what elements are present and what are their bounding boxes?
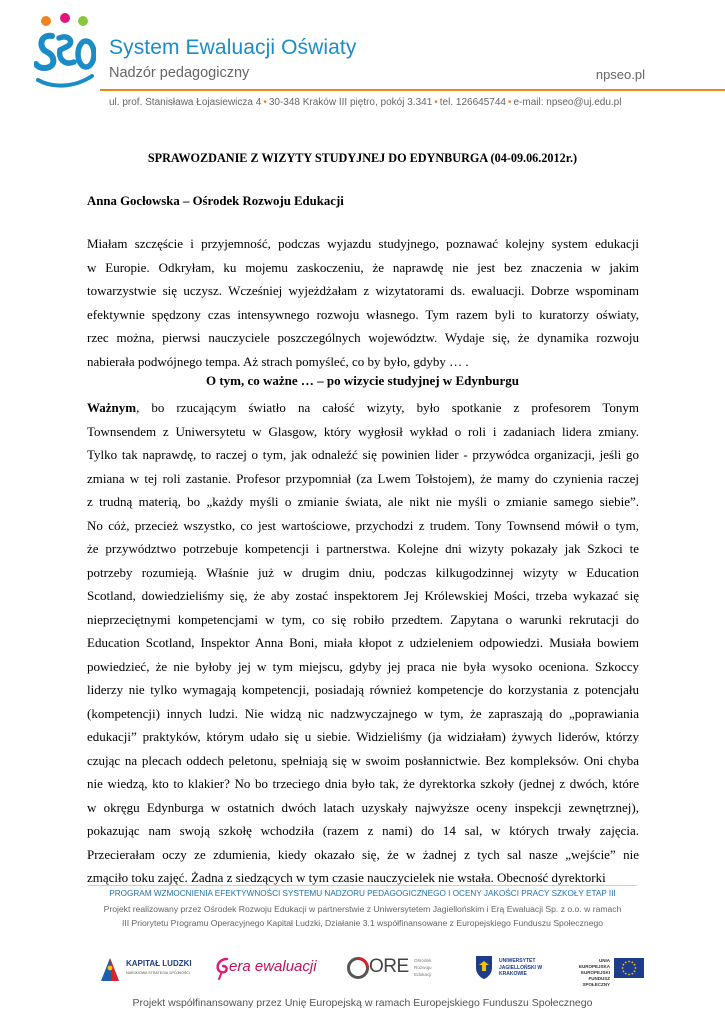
bullet-icon: • — [263, 97, 267, 108]
era-ewaluacji-logo — [215, 948, 325, 988]
text-line: nabierała podwójnego tempa. Aż strach pomyśleć, co by było, gdyby … . — [87, 353, 469, 369]
text-line: że przywództwo potrzebuje kompetencji i partnerstwa. Kolejne dni wizyty pokazały jak Szkoci te — [87, 541, 639, 556]
uj-crest-icon — [475, 954, 493, 980]
text-line: Townsendem z Uniwersytetu w Glasgow, który wygłosił wykład o roli i zadaniach lidera zmiany. — [87, 423, 639, 439]
eu-logo — [570, 948, 645, 988]
footer-divider — [88, 885, 637, 886]
address-phone: tel. 126645744 — [439, 97, 506, 108]
era-ewaluacji-text: era ewaluacji — [229, 958, 317, 975]
text-line: Przecierałam oczy ze zdumienia, kiedy okazało się, że w żadnej z tych sal nasze „wejście” nie — [87, 846, 639, 862]
kapital-ludzki-title: KAPITAŁ LUDZKI — [126, 959, 192, 968]
project-info-line: Projekt realizowany przez Ośrodek Rozwoju Edukacji w partnerstwie z Uniwersytetem Jagiellońskim i Erą Ewaluacji Sp. z o.o. w ramach — [103, 904, 622, 914]
contact-address — [109, 97, 621, 108]
text-line: zmiana w tej roli zastanie. Profesor przypomniał (za Lwem Tołstojem), że mamy do czynienia raczej — [87, 470, 639, 486]
org-title: System Ewaluacji Oświaty — [109, 36, 357, 59]
text-line: (kompetencji) innych ludzi. Nie widzą nic nadzwyczajnego w tym, że zapraszają do „poprawiania — [87, 705, 639, 721]
header-divider — [100, 89, 725, 91]
text-line: powiedzieć, że nie byłoby jej w tym miejscu, gdyby jej praca nie była wysoko oceniona. Szkoccy — [87, 658, 639, 674]
kapital-ludzki-subtitle: NARODOWA STRATEGIA SPÓJNOŚCI — [126, 971, 190, 975]
text-line: czując na plecach oddech peletonu, spełniają się w swoim posłannictwie. Bez kompleksów. Oni chyba — [87, 752, 639, 768]
paragraph-intro — [87, 232, 639, 373]
uj-name: UNIWERSYTET JAGIELLOŃSKI W KRAKOWIE — [499, 958, 543, 977]
address-email[interactable]: e-mail: npseo@uj.edu.pl — [513, 97, 622, 108]
text-line: rzec można, pierwsi nauczyciele poszczególnych województw. Wydaje się, że dynamika rozwoju — [87, 330, 639, 345]
ore-logo — [346, 948, 456, 988]
text-line: Scotland, dowiedzieliśmy się, że aby zostać inspektorem Jej Królewskiej Mości, trzeba wykazać się — [87, 588, 639, 603]
text-line-rest: , bo rzucającym światło na całość wizyty, było spotkanie z profesorem Tonym — [136, 400, 639, 415]
text-line: Education Scotland, Inspektor Anna Boni, miała kłopot z udzieleniem odpowiedzi. Musiała bowiem — [87, 635, 639, 650]
text-line: No cóż, przecież wszystko, co jest wartościowe, przychodzi z trudem. Tony Townsend mówił o tym, — [87, 517, 639, 533]
text-line — [87, 396, 639, 420]
section-heading: O tym, co ważne … – po wizycie studyjnej w Edynburgu — [205, 373, 520, 388]
text-line: z trudną materią, bo „każdy myśli o zmianie świata, ale nikt nie myśli o zmianie samego siebie”. — [87, 494, 639, 509]
text-line: towarzystwie się uczysz. Wcześniej wyjeżdżałam z wizytatorami ds. ewaluacji. Dobrze wspominam — [87, 283, 639, 298]
text-line: zmąciło toku zajęć. Żadna z siedzących w tym czasie nauczycielek nie wstała. Obecność dyrektorki — [87, 870, 606, 885]
program-name: PROGRAM WZMOCNIENIA EFEKTYWNOŚCI SYSTEMU NADZORU PEDAGOGICZNEGO I OCENY JAKOŚCI PRACY SZKOŁY ETAP III — [109, 889, 616, 898]
ore-text: ORE — [369, 956, 409, 977]
text-line: efektywnie spędzony czas intensywnego rozwoju własnego. Tym razem byli to kuratorzy oświaty, — [87, 306, 639, 322]
org-url[interactable]: npseo.pl — [595, 67, 645, 82]
project-info-line: III Priorytetu Programu Operacyjnego Kapitał Ludzki, Działanie 3.1 współfinansowane z Europejskiego Funduszu Społecznego — [121, 918, 604, 928]
bullet-icon: • — [434, 97, 438, 108]
kapital-ludzki-logo — [98, 948, 198, 988]
address-street: ul. prof. Stanisława Łojasiewicza 4 — [109, 97, 262, 108]
uj-logo — [475, 948, 575, 988]
lead-word: Ważnym — [87, 400, 137, 415]
text-line: potrzeby rozumieją. Właśnie już w drugim dniu, podczas kilkugodzinnej wizyty w Education — [87, 564, 639, 580]
address-city: 30-348 Kraków III piętro, pokój 3.341 — [268, 97, 433, 108]
paragraph-main — [87, 396, 639, 890]
bullet-icon: • — [507, 97, 512, 108]
eu-flag-icon — [614, 958, 644, 978]
text-line: Tylko tak naprawdę, to raczej o tym, jak odnaleźć się powinien lider - przywódca organizacji, jeśli go — [87, 447, 639, 462]
document-author: Anna Gocłowska – Ośrodek Rozwoju Edukacji — [87, 194, 344, 208]
text-line: nieprzeciętnymi kompetencjami w tym, co się robiło przedtem. Zapytana o warunki rekrutacji do — [87, 611, 639, 627]
org-subtitle: Nadzór pedagogiczny — [109, 65, 250, 81]
text-line: pokazując nam swoją szkołę wchodziła (razem z nami) do 14 sal, w których trwały zajęcia. — [87, 823, 639, 838]
text-line: edukacji” praktyków, którym udało się u siebie. Widzieliśmy (ja widziałam) żywych liderów, którzy — [87, 729, 639, 744]
text-line: Miałam szczęście i przyjemność, podczas wyjazdu studyjnego, poznawać kolejny system edukacji — [87, 236, 639, 251]
text-line: nie wiedzą, kto to klakier? No bo trzeciego dnia było tak, że dyrektorka szkoły (jednej z dwóch, które — [87, 776, 639, 791]
seo-logo — [34, 12, 96, 96]
cofinance-note: Projekt współfinansowany przez Unię Europejską w ramach Europejskiego Funduszu Społecznego — [132, 997, 593, 1009]
kapital-ludzki-emblem-icon — [98, 954, 122, 984]
text-line: liderzy nie tylko wymagają kompetencji, posiadają również kompetencje do korzystania z potencjału — [87, 682, 639, 697]
ore-ring-icon — [346, 956, 370, 980]
text-line: w Europie. Odkryłam, ku mojemu zaskoczeniu, że naprawdę nie jest bez znaczenia w jakim — [87, 259, 639, 275]
eu-text: UNIA EUROPEJSKA EUROPEJSKI FUNDUSZ SPOŁECZNY — [578, 958, 610, 987]
ore-fullname: Ośrodek Rozwoju Edukacji — [414, 958, 432, 977]
text-line: w okręgu Edynburga w ostatnich dwóch latach uzyskały najwyższe oceny inspekcji zewnętrznej), — [87, 799, 639, 815]
document-title: SPRAWOZDANIE Z WIZYTY STUDYJNEJ DO EDYNBURGA (04-09.06.2012r.) — [147, 151, 578, 165]
